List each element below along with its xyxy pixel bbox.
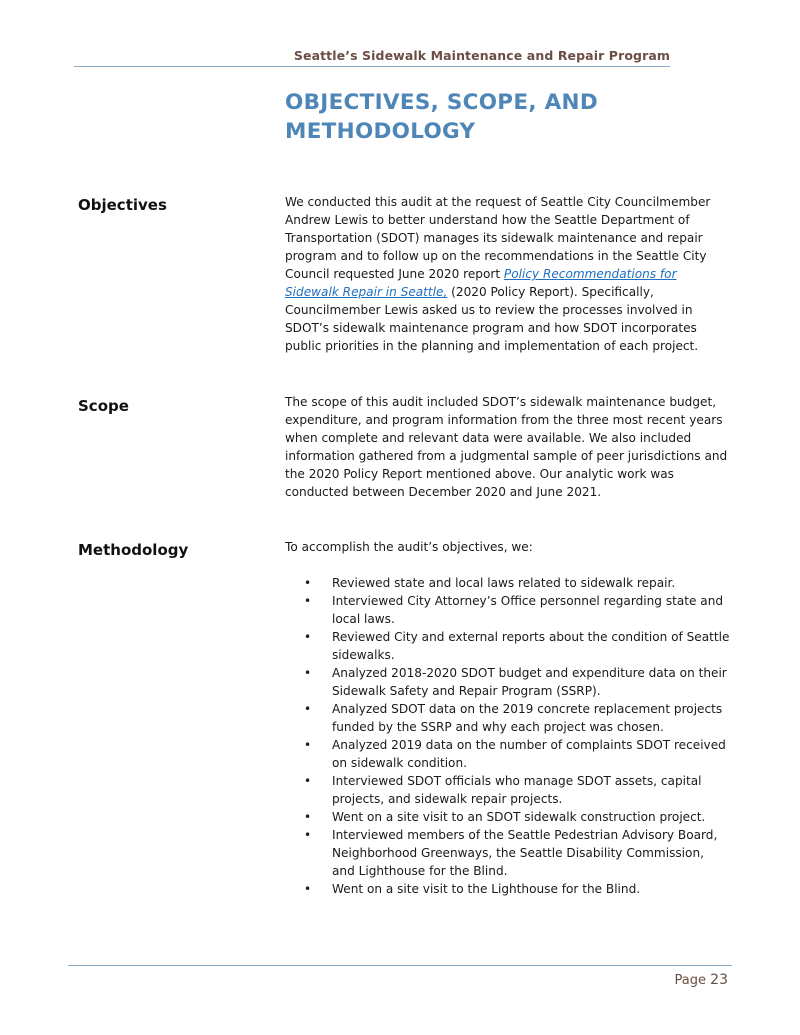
header-divider [74,66,670,67]
methodology-heading: Methodology [78,541,189,559]
page-title-line-2: METHODOLOGY [285,119,476,144]
policy-report-link[interactable]: Policy Recommendations for Sidewalk Repair in Seattle, [285,267,677,299]
methodology-intro: To accomplish the audit’s objectives, we: [285,540,533,554]
page-title [285,88,705,146]
footer-divider [68,965,732,966]
scope-paragraph: The scope of this audit included SDOT’s sidewalk maintenance budget, expenditure, and program information from the three most recent years when complete and relevant data were available. We also included information gathered from a judgmental sample of peer jurisdictions and the 2020 Policy Report mentioned above. Our analytic work was conducted between December 2020 and June 2021. [285,395,728,499]
running-header: Seattle’s Sidewalk Maintenance and Repair Program [293,48,670,63]
bullet-icon: • [304,810,312,824]
list-item: • Interviewed City Attorney’s Office personnel regarding state and local laws. [304,594,724,626]
page-label: Page [674,973,707,988]
objectives-heading: Objectives [78,196,167,214]
page-number-value: 23 [710,972,728,988]
bullet-icon: • [304,828,312,842]
list-item: • Went on a site visit to the Lighthouse for the Blind. [304,882,641,896]
bullet-icon: • [304,630,312,644]
page-number [675,972,728,988]
methodology-body [285,538,730,898]
methodology-list [285,574,730,898]
bullet-icon: • [304,774,312,788]
bullet-icon: • [304,594,312,608]
scope-heading: Scope [78,397,129,415]
bullet-icon: • [304,576,312,590]
bullet-icon: • [304,666,312,680]
list-item: • Reviewed City and external reports about the condition of Seattle sidewalks. [304,630,730,662]
list-item: • Reviewed state and local laws related to sidewalk repair. [304,576,676,590]
bullet-icon: • [304,882,312,896]
list-item: • Went on a site visit to an SDOT sidewalk construction project. [304,810,706,824]
list-item: • Analyzed SDOT data on the 2019 concrete replacement projects funded by the SSRP and why each project was chosen. [304,702,723,734]
objectives-body [285,193,730,355]
list-item: • Analyzed 2018-2020 SDOT budget and expenditure data on their Sidewalk Safety and Repair Program (SSRP). [304,666,727,698]
list-item: • Interviewed members of the Seattle Pedestrian Advisory Board, Neighborhood Greenways, the Seattle Disability Commission, and Lighthouse for the Blind. [304,828,718,878]
objectives-paragraph: We conducted this audit at the request of Seattle City Councilmember Andrew Lewis to better understand how the Seattle Department of Transportation (SDOT) manages its sidewalk maintenance and repair program and to follow up on the recommendations in the Seattle City Council requested June 2020 report Policy Recommendations for Sidewalk Repair in Seattle, (2020 Policy Report). Specifically, Councilmember Lewis asked us to review the processes involved in SDOT’s sidewalk maintenance program and how SDOT incorporates public priorities in the planning and implementation of each project. [285,195,711,353]
list-item: • Interviewed SDOT officials who manage SDOT assets, capital projects, and sidewalk repair projects. [304,774,702,806]
bullet-icon: • [304,738,312,752]
list-item: • Analyzed 2019 data on the number of complaints SDOT received on sidewalk condition. [304,738,726,770]
page-title-line-1: OBJECTIVES, SCOPE, AND [285,90,598,115]
scope-body [285,393,730,501]
bullet-icon: • [304,702,312,716]
